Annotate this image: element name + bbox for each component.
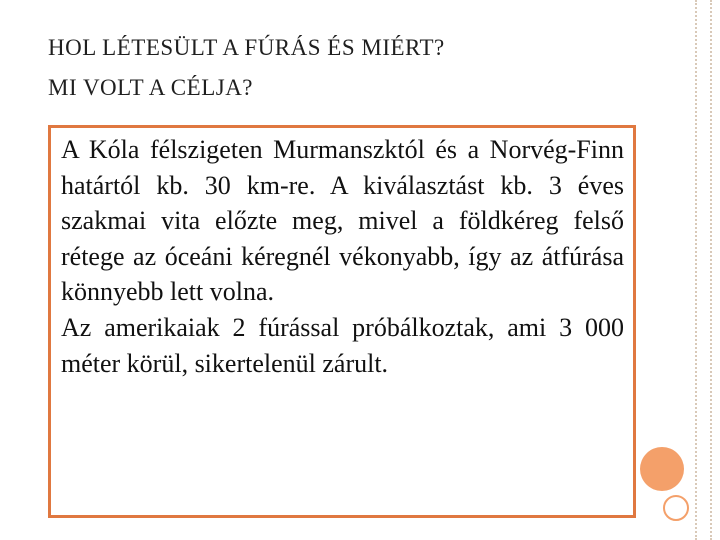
slide-title-line-2: MI VOLT A CÉLJA? — [48, 75, 254, 100]
slide-title-line-1: HOL LÉTESÜLT A FÚRÁS ÉS MIÉRT? — [48, 35, 445, 60]
content-text — [61, 132, 624, 381]
paragraph-location: A Kóla félszigeten Murmanszktól és a Norvég-Finn határtól kb. 30 km-re. A kiválasztást kb. 3 éves szakmai vita előzte meg, mivel a földkéreg felső rétege az óceáni kéregnél vékonyabb, így az átfúrása könnyebb lett volna. — [61, 135, 624, 307]
paragraph-americans: Az amerikaiak 2 fúrással próbálkoztak, ami 3 000 méter körül, sikertelenül zárult. — [61, 312, 624, 378]
slide-title — [48, 28, 648, 108]
decorative-rule-left — [695, 0, 697, 540]
content-box — [48, 125, 636, 518]
decorative-rule-right — [710, 0, 712, 540]
decorative-circle-filled — [640, 447, 684, 491]
decorative-circle-ring — [663, 495, 689, 521]
